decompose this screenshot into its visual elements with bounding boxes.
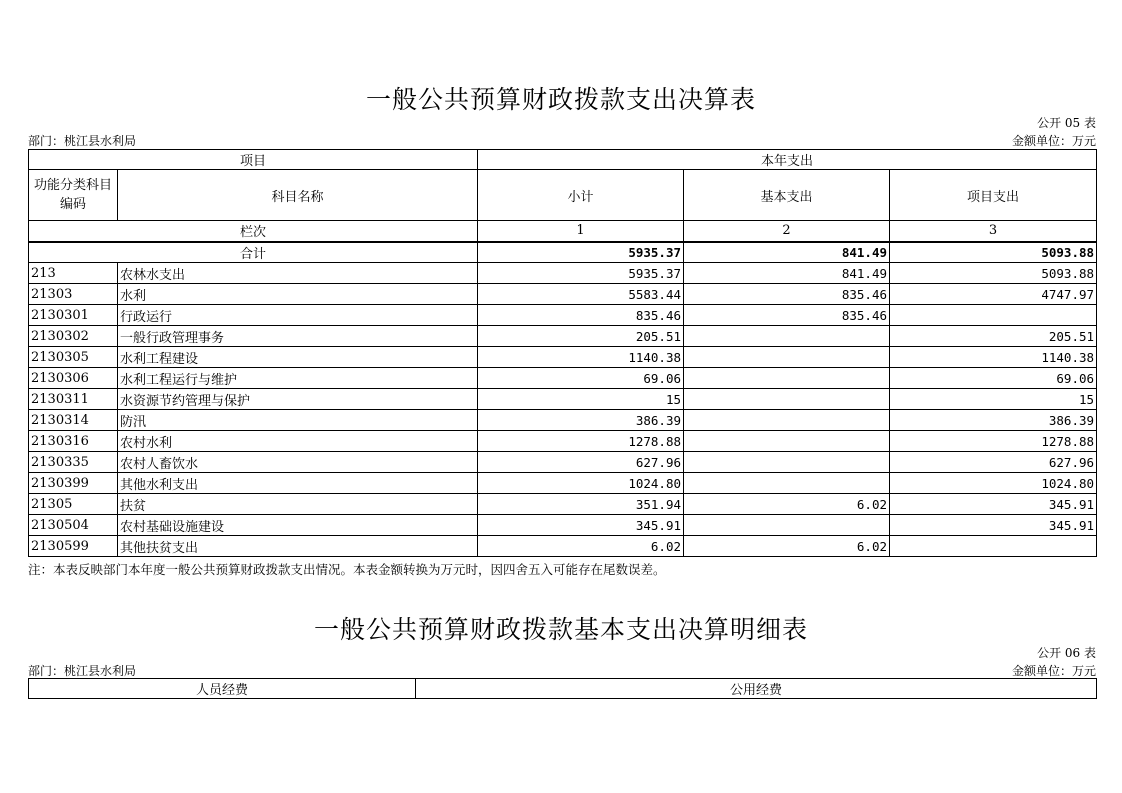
row-subtotal: 351.94 — [478, 494, 684, 515]
row-subtotal: 5583.44 — [478, 284, 684, 305]
table-row — [29, 305, 1097, 326]
row-subtotal: 6.02 — [478, 536, 684, 557]
header-subtotal: 小计 — [478, 170, 684, 221]
header-public: 公用经费 — [416, 679, 1097, 699]
row-code: 2130399 — [29, 473, 118, 494]
table1-title: 一般公共预算财政拨款支出决算表 — [365, 85, 756, 114]
column-index-1: 1 — [478, 221, 684, 242]
header-subject-name: 科目名称 — [118, 170, 478, 221]
row-basic — [684, 347, 890, 368]
table-row — [29, 431, 1097, 452]
column-index-2: 2 — [684, 221, 890, 242]
row-project: 345.91 — [890, 515, 1097, 536]
table1-department: 部门：桃江县水利局 — [28, 134, 137, 148]
basic-expenditure-table — [28, 678, 1097, 699]
row-basic: 841.49 — [684, 263, 890, 284]
row-subtotal: 69.06 — [478, 368, 684, 389]
row-project: 345.91 — [890, 494, 1097, 515]
row-code: 2130306 — [29, 368, 118, 389]
header-row-2 — [29, 170, 1097, 221]
row-name: 水利工程运行与维护 — [118, 368, 478, 389]
table-row — [29, 389, 1097, 410]
table-row — [29, 473, 1097, 494]
row-basic — [684, 473, 890, 494]
row-code: 2130301 — [29, 305, 118, 326]
row-basic: 835.46 — [684, 305, 890, 326]
expenditure-table — [28, 149, 1097, 557]
row-basic — [684, 431, 890, 452]
table-row — [29, 536, 1097, 557]
row-basic: 6.02 — [684, 494, 890, 515]
header-basic: 基本支出 — [684, 170, 890, 221]
table-row — [29, 410, 1097, 431]
row-code: 2130311 — [29, 389, 118, 410]
row-subtotal: 5935.37 — [478, 263, 684, 284]
row-code: 2130302 — [29, 326, 118, 347]
total-subtotal: 5935.37 — [478, 242, 684, 263]
table-row — [29, 452, 1097, 473]
header-project: 项目支出 — [890, 170, 1097, 221]
row-name: 其他扶贫支出 — [118, 536, 478, 557]
table-row — [29, 368, 1097, 389]
row-code: 2130504 — [29, 515, 118, 536]
row-name: 其他水利支出 — [118, 473, 478, 494]
column-index-label: 栏次 — [29, 221, 478, 242]
row-basic — [684, 515, 890, 536]
row-subtotal: 1278.88 — [478, 431, 684, 452]
row-name: 行政运行 — [118, 305, 478, 326]
row-name: 水资源节约管理与保护 — [118, 389, 478, 410]
row-subtotal: 1140.38 — [478, 347, 684, 368]
row-subtotal: 1024.80 — [478, 473, 684, 494]
row-project: 69.06 — [890, 368, 1097, 389]
row-project — [890, 305, 1097, 326]
table-row — [29, 326, 1097, 347]
table1-unit: 金额单位：万元 — [1011, 134, 1096, 148]
row-name: 扶贫 — [118, 494, 478, 515]
header-func-code: 功能分类科目编码 — [29, 170, 118, 221]
table2-title: 一般公共预算财政拨款基本支出决算明细表 — [313, 615, 808, 644]
row-subtotal: 835.46 — [478, 305, 684, 326]
row-code: 2130335 — [29, 452, 118, 473]
table-row — [29, 494, 1097, 515]
row-code: 2130314 — [29, 410, 118, 431]
row-name: 水利 — [118, 284, 478, 305]
column-index-3: 3 — [890, 221, 1097, 242]
row-subtotal: 15 — [478, 389, 684, 410]
row-project: 15 — [890, 389, 1097, 410]
row-basic: 835.46 — [684, 284, 890, 305]
table2-department: 部门：桃江县水利局 — [28, 664, 137, 678]
row-subtotal: 627.96 — [478, 452, 684, 473]
row-code: 2130316 — [29, 431, 118, 452]
total-project: 5093.88 — [890, 242, 1097, 263]
row-project: 627.96 — [890, 452, 1097, 473]
row-project — [890, 536, 1097, 557]
row-name: 防汛 — [118, 410, 478, 431]
table-row — [29, 263, 1097, 284]
row-basic — [684, 452, 890, 473]
row-project: 1024.80 — [890, 473, 1097, 494]
row-project: 386.39 — [890, 410, 1097, 431]
row-code: 21305 — [29, 494, 118, 515]
row-name: 农林水支出 — [118, 263, 478, 284]
total-basic: 841.49 — [684, 242, 890, 263]
header-personnel: 人员经费 — [29, 679, 416, 699]
table-row — [29, 284, 1097, 305]
row-basic — [684, 389, 890, 410]
row-subtotal: 386.39 — [478, 410, 684, 431]
header-row-1 — [29, 150, 1097, 170]
row-basic: 6.02 — [684, 536, 890, 557]
row-project: 1278.88 — [890, 431, 1097, 452]
row-project: 205.51 — [890, 326, 1097, 347]
row-project: 4747.97 — [890, 284, 1097, 305]
row-name: 水利工程建设 — [118, 347, 478, 368]
total-row — [29, 242, 1097, 263]
row-name: 农村水利 — [118, 431, 478, 452]
total-label: 合计 — [29, 242, 478, 263]
row-basic — [684, 410, 890, 431]
table-row — [29, 347, 1097, 368]
row-basic — [684, 326, 890, 347]
table2-unit: 金额单位：万元 — [1011, 664, 1096, 678]
row-name: 农村人畜饮水 — [118, 452, 478, 473]
row-name: 农村基础设施建设 — [118, 515, 478, 536]
table2-header-row — [29, 679, 1097, 699]
row-basic — [684, 368, 890, 389]
row-code: 213 — [29, 263, 118, 284]
row-name: 一般行政管理事务 — [118, 326, 478, 347]
header-current-year: 本年支出 — [478, 150, 1097, 170]
row-code: 21303 — [29, 284, 118, 305]
header-item: 项目 — [29, 150, 478, 170]
row-project: 5093.88 — [890, 263, 1097, 284]
row-code: 2130305 — [29, 347, 118, 368]
table1-code: 公开 05 表 — [1037, 116, 1096, 130]
row-subtotal: 205.51 — [478, 326, 684, 347]
table-row — [29, 515, 1097, 536]
row-subtotal: 345.91 — [478, 515, 684, 536]
table1-note: 注：本表反映部门本年度一般公共预算财政拨款支出情况。本表金额转换为万元时，因四舍五入可能存在尾数误差。 — [28, 562, 666, 577]
row-project: 1140.38 — [890, 347, 1097, 368]
column-index-row — [29, 221, 1097, 242]
row-code: 2130599 — [29, 536, 118, 557]
table2-code: 公开 06 表 — [1037, 646, 1096, 660]
